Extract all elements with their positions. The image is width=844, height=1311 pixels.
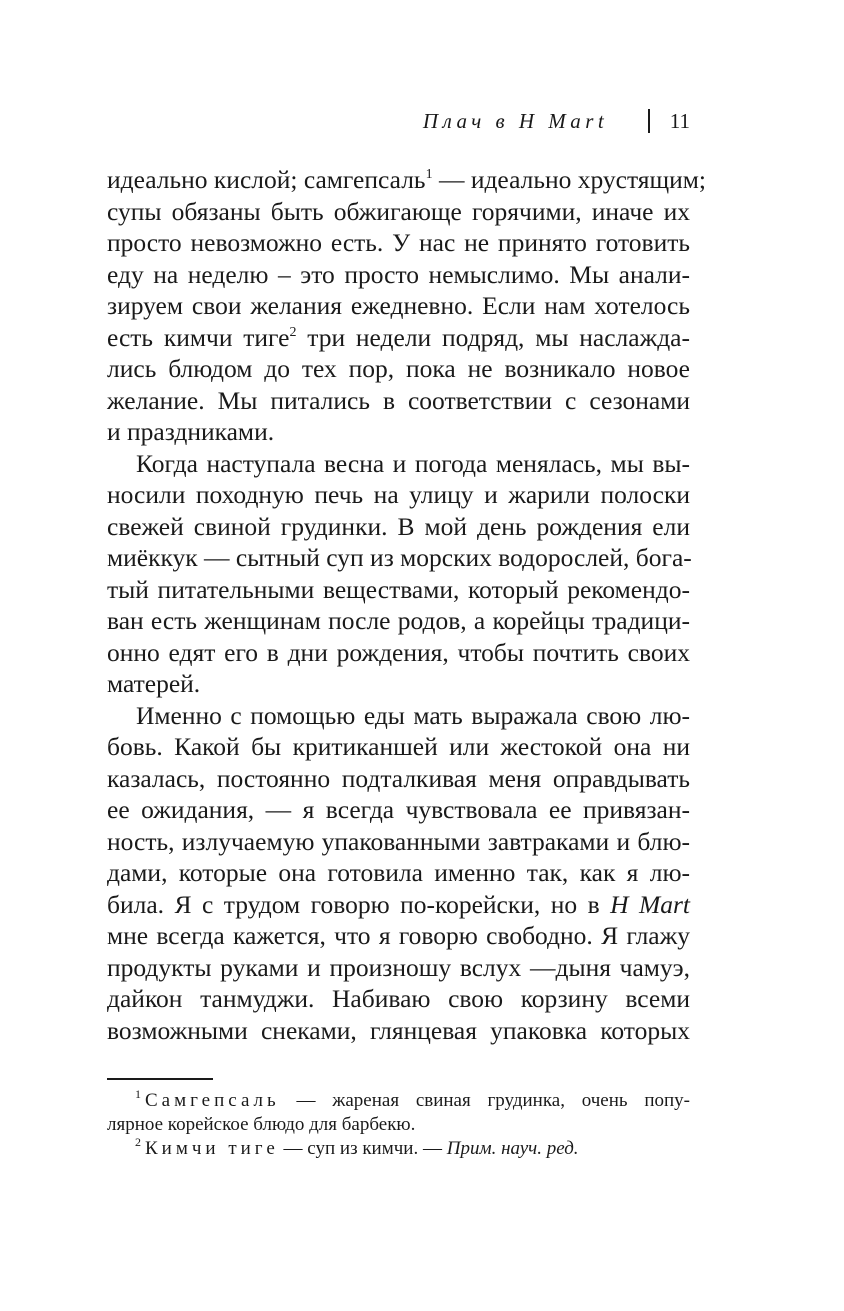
store-name: H Mart <box>610 889 690 919</box>
text-line: матерей. <box>107 669 201 698</box>
text-line: свежей свиной грудинки. В мой день рождения ели <box>107 511 690 541</box>
text-line: дами, которые она готовила именно так, как я лю- <box>107 858 690 887</box>
text-line: носили походную печь на улицу и жарили полоски <box>107 480 690 509</box>
text-line: и праздниками. <box>107 417 275 446</box>
footnote-divider <box>107 1078 213 1080</box>
text-line: ность, излучаемую упакованными завтраками и блю- <box>107 826 690 856</box>
text-line: лись блюдом до тех пор, пока не возникало новое <box>107 354 690 383</box>
footnote-1-continued: лярное корейское блюдо для барбекю. <box>107 1114 416 1135</box>
text-line: Именно с помощью еды мать выражала свою лю- <box>136 700 690 730</box>
text-line: супы обязаны быть обжигающе горячими, иначе их <box>107 196 690 226</box>
footnote-term: Кимчи тиге <box>145 1138 279 1159</box>
footnote-ref-1[interactable]: 1 <box>425 167 433 182</box>
footnote-ref-2[interactable]: 2 <box>289 324 297 340</box>
running-head <box>423 108 690 134</box>
text-line: зируем свои желания ежедневно. Если нам хотелось <box>107 291 690 320</box>
paragraph-2 <box>107 448 690 700</box>
footnote-2: $^2$ Кимчи тиге — суп из кимчи. — Прим. науч. ред. <box>135 1135 579 1159</box>
footnotes <box>107 1089 690 1161</box>
text-line: идеально кислой; самгепсаль$^1$ — идеально хрустящим; <box>107 165 707 194</box>
paragraph-1 <box>107 164 707 448</box>
text-line: казалась, постоянно подталкивая меня оправдывать <box>107 763 690 793</box>
text-line: возможными снеками, глянцевая упаковка которых <box>107 1015 690 1045</box>
footnote-term: Самгепсаль <box>145 1090 280 1111</box>
body-text <box>107 164 707 1046</box>
running-title: Плач в H Mart <box>422 109 609 133</box>
text-line: дайкон танмуджи. Набиваю свою корзину всеми <box>107 984 690 1013</box>
text-line: желание. Мы питались в соответствии с сезонами <box>107 385 690 415</box>
text-line: просто невозможно есть. У нас не принято готовить <box>107 228 690 257</box>
text-line: онно едят его в дни рождения, чтобы почтить своих <box>107 637 690 667</box>
page-number: 11 <box>669 109 690 133</box>
editor-note: Прим. науч. ред. <box>446 1138 579 1159</box>
text-line: бовь. Какой бы критиканшей или жестокой она ни <box>107 732 690 761</box>
text-line: била. Я с трудом говорю по-корейски, но в H Mart <box>107 889 690 919</box>
footnote-1: $^1$ Самгепсаль — жареная свиная грудинка, очень попу- <box>135 1087 690 1111</box>
text-line: тый питательными веществами, который рекомендо- <box>107 574 690 604</box>
text-line: мне всегда кажется, что я говорю свободно. Я глажу <box>107 921 690 950</box>
text-line: есть кимчи тиге$^2$ три недели подряд, мы наслажда- <box>107 322 690 352</box>
text-line: ван есть женщинам после родов, а корейцы традици- <box>107 606 690 635</box>
running-head-divider <box>648 109 650 133</box>
paragraph-3 <box>107 700 690 1047</box>
text-line: продукты руками и произношу вслух —дыня чамуэ, <box>107 952 690 982</box>
text-line: Когда наступала весна и погода менялась, мы вы- <box>136 448 690 478</box>
text-line: миёккук — сытный суп из морских водорослей, бога- <box>107 543 692 572</box>
text-line: ее ожидания, — я всегда чувствовала ее привязан- <box>107 795 690 824</box>
text-line: еду на неделю – это просто немыслимо. Мы анали- <box>107 259 690 289</box>
